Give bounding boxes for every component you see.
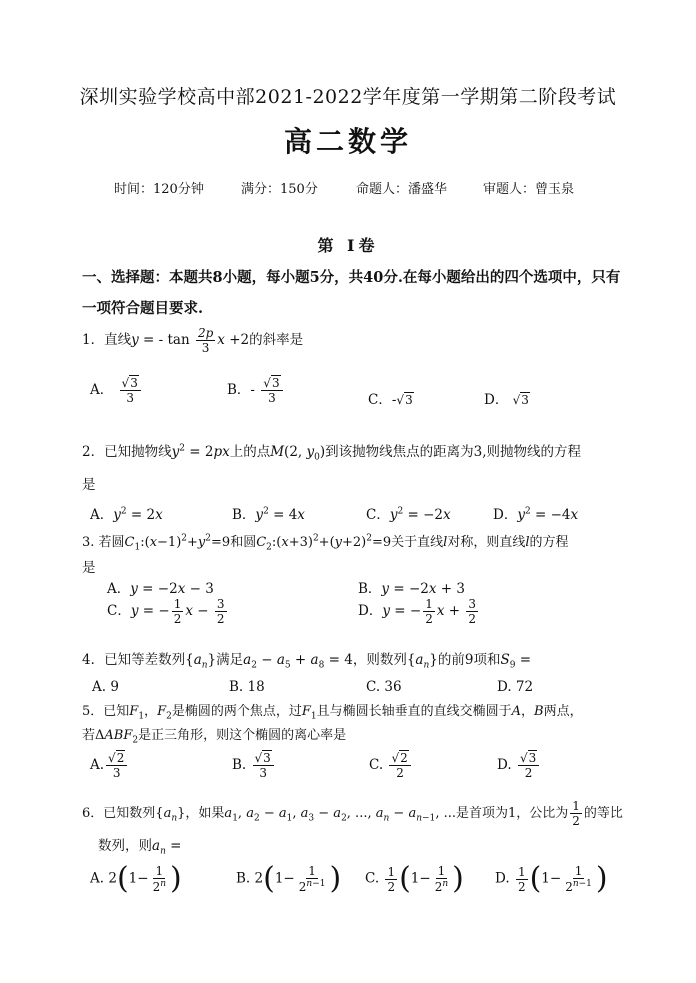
question-6-line2: 数列，则$a_n$ = <box>98 838 182 857</box>
volume-heading: 第 I卷 <box>317 236 379 255</box>
q5-option-b: B. $\frac{√3}{3}$ <box>232 752 276 779</box>
question-4: 4．已知等差数列$\{a_n\}$满足$a_2 - a_5 + a_8 = 4$，则数列$\{a_n\}$的前9项和$S_9$ = <box>82 652 532 671</box>
question-6: 6．已知数列$\{a_n\}$，如果$a_1$, $a_2 - a_1$, $a_3 - a_2$, ..., $a_n - a_{n-1}$, ...是首项为1，公比为 $\frac{1}{2}$ 的等比 <box>82 799 623 828</box>
q2-continued: 是 <box>82 477 96 493</box>
q3-option-c: C．y = − $\frac{1}{2}$ x − $\frac{3}{2}$ <box>107 597 225 626</box>
q1-text: 1．直线 <box>82 332 132 348</box>
q1-formula: y = - tan $\frac{2p}{3}$ x +2 <box>131 326 250 355</box>
q2-option-c: C．$y^2 = -2x$ <box>366 506 451 523</box>
q1-option-a: A． $\frac{√3}{3}$ <box>90 377 143 404</box>
full-score: 满分：150分 <box>241 182 318 197</box>
q2-option-b: B．$y^2 = 4x$ <box>232 506 305 523</box>
q1-option-c: C．-√3 <box>368 392 413 408</box>
q2-option-d: D．$y^2 = -4x$ <box>493 506 579 523</box>
q1-option-d: D． √3 <box>484 392 529 408</box>
q4-option-d: D. 72 <box>497 679 534 695</box>
q6-option-c: C. $\frac{1}{2}$ (1− $\frac{1}{2^n}$ ) <box>365 861 464 896</box>
q6-option-a: A. 2(1− $\frac{1}{2^n}$ ) <box>90 861 182 896</box>
q6-option-d: D. $\frac{1}{2}$ (1− $\frac{1}{2^{n-1}}$ ) <box>495 861 608 896</box>
reviewer: 审题人：曾玉泉 <box>483 182 575 197</box>
section-heading-line2: 一项符合题目要求. <box>82 300 204 317</box>
q3-continued: 是 <box>82 560 96 576</box>
q4-option-c: C. 36 <box>366 679 402 695</box>
q1-option-b: B．- $\frac{√3}{3}$ <box>227 377 285 404</box>
question-3: 3. 若圆$C_1:(x-1)^2+y^2=9$和圆$C_2:(x+3)^2+(y+2)^2=9$关于直线l对称，则直线l的方程 <box>82 533 569 553</box>
question-5: 5．已知$F_1$，$F_2$是椭圆的两个焦点，过$F_1$且与椭圆长轴垂直的直线交椭圆于A，B两点， <box>82 704 583 722</box>
q3-option-a: A．y = −2x − 3 <box>107 581 214 597</box>
question-1 <box>82 327 303 354</box>
q1-text-end: 的斜率是 <box>249 332 304 348</box>
q5-option-d: D. $\frac{√3}{2}$ <box>497 752 541 779</box>
q3-option-d: D．y = − $\frac{1}{2}$ x + $\frac{3}{2}$ <box>358 597 476 626</box>
exam-time: 时间：120分钟 <box>114 182 204 197</box>
question-5-line2: 若$\Delta ABF_2$是正三角形，则这个椭圆的离心率是 <box>82 728 347 746</box>
q3-option-b: B．y = −2x + 3 <box>358 581 465 597</box>
q2-option-a: A．$y^2 = 2x$ <box>90 506 163 523</box>
question-setter: 命题人：潘盛华 <box>356 182 448 197</box>
q6-option-b: B. 2(1− $\frac{1}{2^{n-1}}$ ) <box>236 861 342 896</box>
subject-title: 高二数学 <box>283 125 412 158</box>
q5-option-a: A. $\frac{√2}{3}$ <box>90 752 129 779</box>
section-heading-line1: 一、选择题：本题共8小题，每小题5分，共40分.在每小题给出的四个选项中，只有 <box>82 269 621 286</box>
question-2: 2．已知抛物线$y^2 = 2px$上的点M(2, $y_0$)到该抛物线焦点的距离为3,则抛物线的方程 <box>82 443 582 463</box>
q4-option-a: A. 9 <box>92 679 119 695</box>
exam-title: 深圳实验学校高中部2021-2022学年度第一学期第二阶段考试 <box>79 86 617 108</box>
q4-option-b: B. 18 <box>229 679 265 695</box>
q5-option-c: C. $\frac{√2}{2}$ <box>369 752 413 779</box>
